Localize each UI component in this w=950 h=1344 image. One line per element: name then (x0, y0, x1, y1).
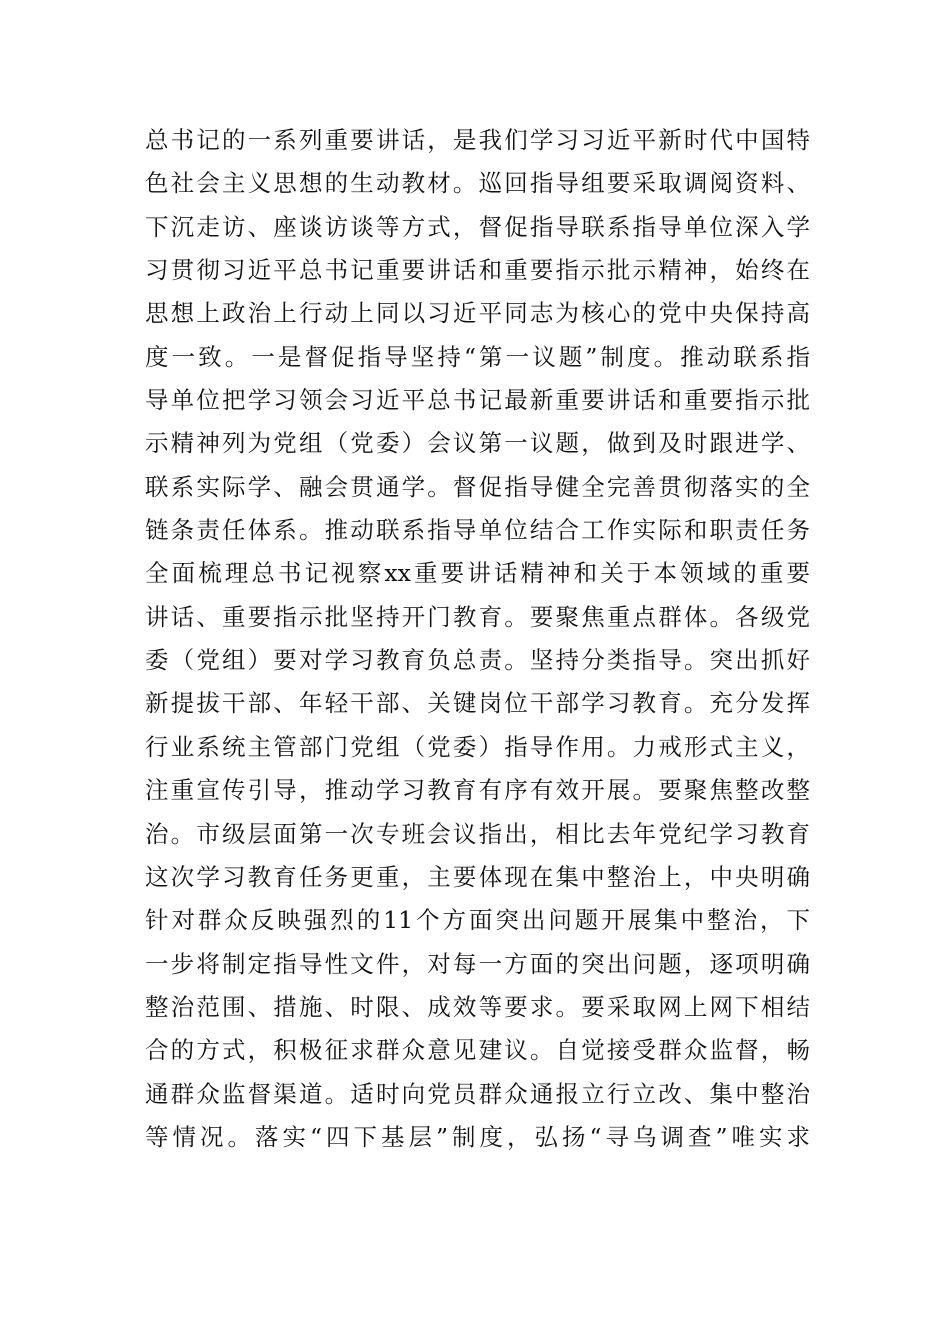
text-line: 合的方式，积极征求群众意见建议。自觉接受群众监督，畅 (145, 1036, 810, 1065)
text-line: 委（党组）要对学习教育负总责。坚持分类指导。突出抓好 (145, 646, 810, 675)
text-line: 整治范围、措施、时限、成效等要求。要采取网上网下相结 (145, 992, 810, 1021)
text-line: 总书记的一系列重要讲话，是我们学习习近平新时代中国特 (145, 126, 810, 154)
text-line: 习贯彻习近平总书记重要讲话和重要指示批示精神，始终在 (145, 256, 810, 285)
text-line: 等情况。落实“四下基层”制度，弘扬“寻乌调查”唯实求 (145, 1122, 810, 1151)
text-line: 注重宣传引导，推动学习教育有序有效开展。要聚焦整改整 (145, 776, 810, 805)
text-line: 度一致。一是督促指导坚持“第一议题”制度。推动联系指 (145, 342, 810, 371)
text-line: 下沉走访、座谈访谈等方式，督促指导联系指导单位深入学 (145, 212, 810, 241)
text-line: 通群众监督渠道。适时向党员群众通报立行立改、集中整治 (145, 1079, 810, 1108)
text-line: 讲话、重要指示批坚持开门教育。要聚焦重点群体。各级党 (145, 602, 810, 631)
text-line: 全面梳理总书记视察xx重要讲话精神和关于本领域的重要 (145, 559, 810, 588)
text-line: 治。市级层面第一次专班会议指出，相比去年党纪学习教育 (145, 819, 810, 848)
text-line: 思想上政治上行动上同以习近平同志为核心的党中央保持高 (145, 299, 810, 328)
body-paragraph (145, 119, 810, 1159)
text-line: 导单位把学习领会习近平总书记最新重要讲话和重要指示批 (145, 386, 810, 415)
text-line: 针对群众反映强烈的11个方面突出问题开展集中整治，下 (145, 906, 810, 935)
text-line: 这次学习教育任务更重，主要体现在集中整治上，中央明确 (145, 862, 810, 891)
text-line: 一步将制定指导性文件，对每一方面的突出问题，逐项明确 (145, 949, 810, 978)
text-line: 链条责任体系。推动联系指导单位结合工作实际和职责任务 (145, 516, 810, 545)
text-line: 色社会主义思想的生动教材。巡回指导组要采取调阅资料、 (145, 169, 810, 198)
text-line: 行业系统主管部门党组（党委）指导作用。力戒形式主义， (145, 732, 810, 761)
text-line: 联系实际学、融会贯通学。督促指导健全完善贯彻落实的全 (145, 472, 810, 501)
text-line: 示精神列为党组（党委）会议第一议题，做到及时跟进学、 (145, 429, 810, 458)
text-line: 新提拔干部、年轻干部、关键岗位干部学习教育。充分发挥 (145, 689, 810, 718)
